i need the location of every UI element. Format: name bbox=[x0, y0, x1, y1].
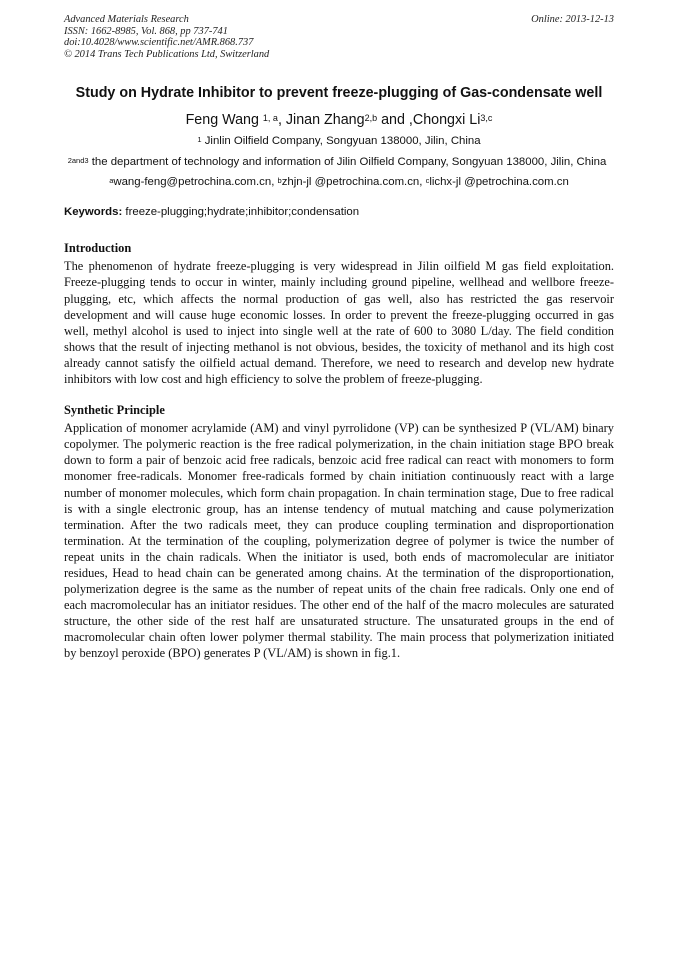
keywords-line bbox=[64, 204, 614, 220]
email-a: wang-feng@petrochina.com.cn, bbox=[113, 176, 278, 189]
affiliation-1 bbox=[64, 133, 614, 149]
journal-name: Advanced Materials Research bbox=[64, 14, 189, 25]
author-line bbox=[64, 111, 614, 129]
affiliation-2-sup: 2and3 bbox=[67, 156, 89, 166]
affiliation-2 bbox=[64, 154, 614, 170]
affiliation-1-sup: 1 bbox=[197, 135, 202, 145]
author-3-sup: 3,c bbox=[480, 113, 493, 124]
author-separator-1: , Jinan Zhang bbox=[277, 112, 365, 129]
author-2-sup: 2,b bbox=[364, 113, 378, 124]
email-b-sup: b bbox=[277, 176, 282, 186]
keywords-text: freeze-plugging;hydrate;inhibitor;condensation bbox=[122, 206, 360, 219]
paper-title: Study on Hydrate Inhibitor to prevent freeze-plugging of Gas-condensate well bbox=[75, 85, 603, 102]
email-a-sup: a bbox=[109, 176, 114, 186]
online-date: Online: 2013-12-13 bbox=[531, 14, 614, 25]
email-c-sup: c bbox=[425, 176, 430, 186]
affiliation-1-text: Jinlin Oilfield Company, Songyuan 138000, Jilin, China bbox=[201, 135, 481, 148]
introduction-paragraph: The phenomenon of hydrate freeze-plugging is very widespread in Jilin oilfield M gas field exploitation. Freeze-plugging tends to occur in winter, mainly including ground pipeline, wellhead and wellbore freeze-plugging, etc, which affects the normal production of gas well, also has restricted the gas reservoir development and will cause huge economic losses. In order to prevent the freeze-plugging occurred in gas well, methyl alcohol is used to inject into single well at the rate of 600 to 3080 L/day. The field condition shows that the result of injecting methanol is not obvious, besides, the toxicity of methanol and its high cost already cannot satisfy the oilfield actual demand. Therefore, we need to research and develop new hydrate inhibitors with low cost and high efficiency to solve the problem of freeze-plugging. bbox=[64, 259, 614, 387]
affiliation-2-text: the department of technology and information of Jilin Oilfield Company, Songyuan 138000, Jilin, China bbox=[88, 156, 607, 169]
paper-page bbox=[64, 14, 614, 662]
introduction-heading: Introduction bbox=[64, 241, 132, 256]
author-1-sup: 1, a bbox=[262, 113, 278, 124]
keywords-label: Keywords: bbox=[64, 206, 123, 219]
author-1-name: Feng Wang bbox=[185, 112, 263, 129]
journal-header bbox=[64, 14, 614, 60]
copyright-line: © 2014 Trans Tech Publications Ltd, Switzerland bbox=[64, 48, 270, 60]
author-separator-2: and ,Chongxi Li bbox=[377, 112, 481, 129]
synthetic-principle-heading: Synthetic Principle bbox=[64, 403, 165, 418]
issn-line: ISSN: 1662-8985, Vol. 868, pp 737-741 bbox=[64, 25, 228, 37]
email-c: lichx-jl @petrochina.com.cn bbox=[429, 176, 569, 189]
email-line bbox=[64, 174, 614, 190]
doi-line: doi:10.4028/www.scientific.net/AMR.868.737 bbox=[64, 37, 254, 49]
synthetic-principle-paragraph: Application of monomer acrylamide (AM) and vinyl pyrrolidone (VP) can be synthesized P (VL/AM) binary copolymer. The polymeric reaction is the free radical polymerization, in the chain initiation stage BPO break down to form a pair of benzoic acid free radicals, benzoic acid free radical can react with monomers to form monomer free-radicals. Monomer free-radicals formed by chain initiation continuously react with a large number of monomer molecules, which form chain propagation. In chain termination stage, Due to free radical is with a single electronic group, has an intense tendency of mutual matching and cause polymerization termination. After the two radicals meet, they can produce coupling termination and disproportionation termination. At the termination of the coupling, polymerization degree of polymer is twice the number of repeat units in the chain radicals. When the initiator is used, both ends of macromolecular are initiator residues, Head to head chain can be generated among chains. At the termination of the disproportionation, polymerization degree is the same as the number of repeat units of the chain free radicals. Only one end of each macromolecular has an initiator residues. The other end of the half of the macro molecules are saturated structure, the other side of the rest half are unsaturated structure. The unsaturated groups in the end of macromolecular chain often lower polymer thermal stability. The main process that polymerization initiated by benzoyl peroxide (BPO) generates P (VL/AM) is shown in fig.1. bbox=[64, 421, 614, 661]
email-b: zhjn-jl @petrochina.com.cn, bbox=[281, 176, 426, 189]
